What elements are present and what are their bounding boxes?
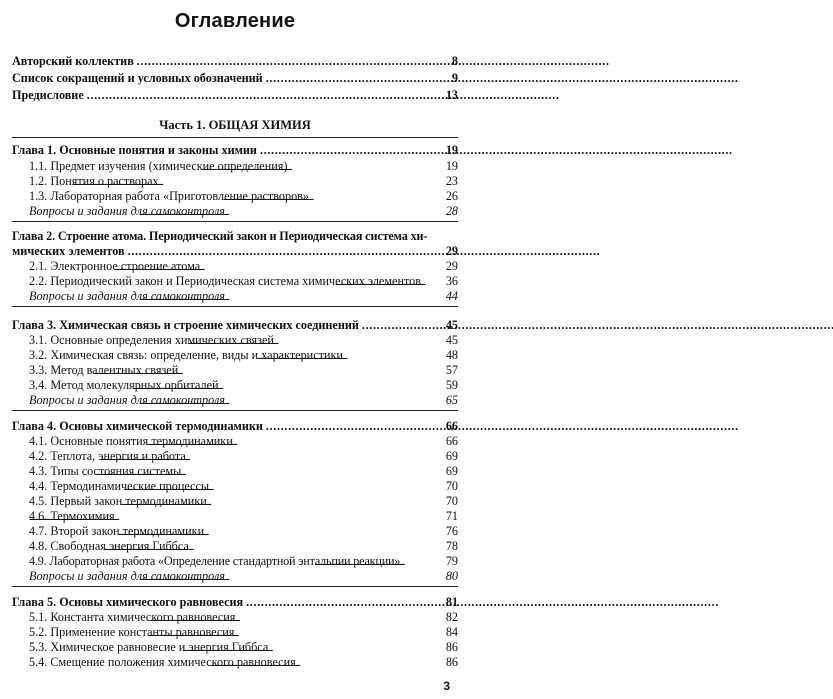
entry-page: 29 <box>445 259 458 273</box>
entry-page: 45 <box>445 333 458 347</box>
toc-subentry[interactable] <box>29 189 458 205</box>
entry-text: 3.1. Основные определения химических связей <box>29 333 274 347</box>
toc-entry-authors[interactable] <box>12 54 458 69</box>
entry-page: 78 <box>445 539 458 553</box>
entry-page: 26 <box>445 189 458 203</box>
entry-text: Вопросы и задания для самоконтроля <box>29 393 225 407</box>
leader-dots <box>228 393 439 409</box>
toc-entry-preface[interactable] <box>12 88 458 103</box>
entry-text: 5.2. Применение константы равновесия <box>29 625 235 639</box>
entry-page: 9 <box>451 71 458 85</box>
entry-text: 3.4. Метод молекулярных орбиталей <box>29 378 219 392</box>
entry-page: 19 <box>445 159 458 173</box>
toc-subentry[interactable] <box>29 494 458 510</box>
entry-text: Глава 1. Основные понятия и законы химии <box>12 143 257 157</box>
entry-text: 4.7. Второй закон термодинамики <box>29 524 205 538</box>
toc-subentry[interactable] <box>29 348 458 364</box>
leader-dots <box>238 610 439 626</box>
entry-page: 71 <box>445 509 458 523</box>
leader-dots <box>312 189 439 205</box>
leader-dots <box>210 494 439 510</box>
toc-entry-abbreviations[interactable] <box>12 71 458 86</box>
toc-subentry[interactable] <box>29 174 458 190</box>
entry-text: 5.4. Смещение положения химического равновесия <box>29 655 296 669</box>
toc-questions[interactable] <box>29 204 458 220</box>
entry-text: Вопросы и задания для самоконтроля <box>29 204 225 218</box>
toc-subentry[interactable] <box>29 449 458 465</box>
entry-page: 69 <box>445 464 458 478</box>
entry-page: 86 <box>445 655 458 669</box>
leader-dots <box>228 204 439 220</box>
toc-subentry[interactable] <box>29 464 458 480</box>
leader-dots <box>403 554 439 570</box>
entry-text: 4.5. Первый закон термодинамики <box>29 494 207 508</box>
leader-dots <box>236 434 439 450</box>
entry-page: 45 <box>445 318 458 332</box>
leader-dots <box>266 419 439 434</box>
page-number: 3 <box>443 679 450 693</box>
entry-page: 8 <box>451 54 458 68</box>
leader-dots <box>228 289 439 305</box>
leader-dots <box>137 54 439 69</box>
entry-text: Глава 3. Химическая связь и строение химических соединений <box>12 318 359 332</box>
entry-text: 2.1. Электронное строение атома <box>29 259 201 273</box>
leader-dots <box>237 625 439 641</box>
entry-text: 2.2. Периодический закон и Периодическая система химических элементов <box>29 274 421 288</box>
entry-text: Авторский коллектив <box>12 54 134 68</box>
entry-text: 1.3. Лабораторная работа «Приготовление растворов» <box>29 189 310 203</box>
toc-subentry[interactable] <box>29 274 458 290</box>
toc-subentry[interactable] <box>29 479 458 495</box>
entry-page: 57 <box>445 363 458 377</box>
chapter-heading[interactable] <box>12 595 458 610</box>
entry-page: 70 <box>445 494 458 508</box>
leader-dots <box>290 159 439 175</box>
toc-subentry[interactable] <box>29 434 458 450</box>
leader-dots <box>271 640 439 656</box>
entry-page: 66 <box>445 419 458 433</box>
toc-subentry[interactable] <box>29 640 458 656</box>
entry-page: 59 <box>445 378 458 392</box>
toc-questions[interactable] <box>29 289 458 305</box>
toc-questions[interactable] <box>29 393 458 409</box>
leader-dots <box>128 244 439 259</box>
leader-dots <box>203 259 439 275</box>
part-title: Часть 1. ОБЩАЯ ХИМИЯ <box>159 118 311 132</box>
leader-dots <box>207 524 439 540</box>
entry-text: 4.8. Свободная энергия Гиббса <box>29 539 189 553</box>
entry-text: 5.1. Константа химического равновесия <box>29 610 236 624</box>
entry-text: 4.9. Лабораторная работа «Определение стандартной энтальпии реакции» <box>29 554 401 568</box>
entry-text: 3.3. Метод валентных связей <box>29 363 179 377</box>
toc-subentry[interactable] <box>29 509 458 525</box>
chapter-heading[interactable] <box>12 143 458 158</box>
page-title: Оглавление <box>174 10 296 32</box>
chapter-heading[interactable] <box>12 318 458 333</box>
entry-page: 80 <box>445 569 458 583</box>
leader-dots <box>162 174 439 190</box>
chapter-heading[interactable] <box>12 419 458 434</box>
entry-text: Список сокращений и условных обозначений <box>12 71 263 85</box>
leader-dots <box>87 88 439 103</box>
entry-text: 3.2. Химическая связь: определение, виды и характеристики <box>29 348 343 362</box>
leader-dots <box>184 464 439 480</box>
leader-dots <box>228 569 439 585</box>
section-divider <box>12 306 458 307</box>
toc-subentry[interactable] <box>29 333 458 349</box>
leader-dots <box>260 143 439 158</box>
chapter-heading[interactable] <box>12 244 458 259</box>
entry-page: 23 <box>445 174 458 188</box>
section-divider <box>12 586 458 587</box>
entry-page: 48 <box>445 348 458 362</box>
entry-text: 4.6. Термохимия <box>29 509 115 523</box>
toc-subentry[interactable] <box>29 159 458 175</box>
toc-subentry[interactable] <box>29 539 458 555</box>
entry-page: 36 <box>445 274 458 288</box>
entry-page: 84 <box>445 625 458 639</box>
entry-page: 69 <box>445 449 458 463</box>
leader-dots <box>277 333 439 349</box>
entry-text: Вопросы и задания для самоконтроля <box>29 289 225 303</box>
leader-dots <box>346 348 439 364</box>
entry-text: Глава 5. Основы химического равновесия <box>12 595 244 609</box>
leader-dots <box>181 363 439 379</box>
toc-subentry[interactable] <box>29 625 458 641</box>
entry-text: 4.3. Типы состояния системы <box>29 464 182 478</box>
entry-text: 4.4. Термодинамические процессы <box>29 479 210 493</box>
entry-page: 44 <box>445 289 458 303</box>
entry-page: 82 <box>445 610 458 624</box>
entry-page: 66 <box>445 434 458 448</box>
toc-subentry[interactable] <box>29 655 458 671</box>
entry-text: 5.3. Химическое равновесие и энергия Гиббса <box>29 640 269 654</box>
toc-subentry[interactable] <box>29 363 458 379</box>
section-divider <box>12 137 458 138</box>
entry-page: 79 <box>445 554 458 568</box>
entry-page: 76 <box>445 524 458 538</box>
entry-page: 70 <box>445 479 458 493</box>
entry-page: 81 <box>445 595 458 609</box>
entry-page: 29 <box>445 244 458 258</box>
entry-text: 1.1. Предмет изучения (химические определения) <box>29 159 288 173</box>
leader-dots <box>212 479 439 495</box>
toc-subentry[interactable] <box>29 524 458 540</box>
entry-text: 1.2. Понятия о растворах <box>29 174 159 188</box>
entry-text: Глава 4. Основы химической термодинамики <box>12 419 263 433</box>
toc-page <box>12 0 458 699</box>
leader-dots <box>192 539 439 555</box>
entry-text: 4.1. Основные понятия термодинамики <box>29 434 233 448</box>
toc-subentry[interactable] <box>29 610 458 626</box>
leader-dots <box>118 509 439 525</box>
leader-dots <box>299 655 439 671</box>
leader-dots <box>189 449 439 465</box>
toc-questions[interactable] <box>29 569 458 585</box>
entry-page: 13 <box>445 88 458 102</box>
toc-subentry[interactable] <box>29 259 458 275</box>
entry-page: 86 <box>445 640 458 654</box>
toc-subentry[interactable] <box>29 554 458 570</box>
leader-dots <box>246 595 439 610</box>
section-divider <box>12 410 458 411</box>
entry-page: 19 <box>445 143 458 157</box>
leader-dots <box>362 318 439 333</box>
leader-dots <box>266 71 439 86</box>
entry-page: 65 <box>445 393 458 407</box>
leader-dots <box>222 378 439 394</box>
entry-page: 28 <box>445 204 458 218</box>
leader-dots <box>424 274 439 290</box>
entry-text: Вопросы и задания для самоконтроля <box>29 569 225 583</box>
entry-text: Предисловие <box>12 88 84 102</box>
chapter-heading-line1: Глава 2. Строение атома. Периодический закон и Периодическая система хи- <box>12 229 428 243</box>
entry-text: 4.2. Теплота, энергия и работа <box>29 449 186 463</box>
section-divider <box>12 221 458 222</box>
toc-subentry[interactable] <box>29 378 458 394</box>
entry-text: мических элементов <box>12 244 125 258</box>
